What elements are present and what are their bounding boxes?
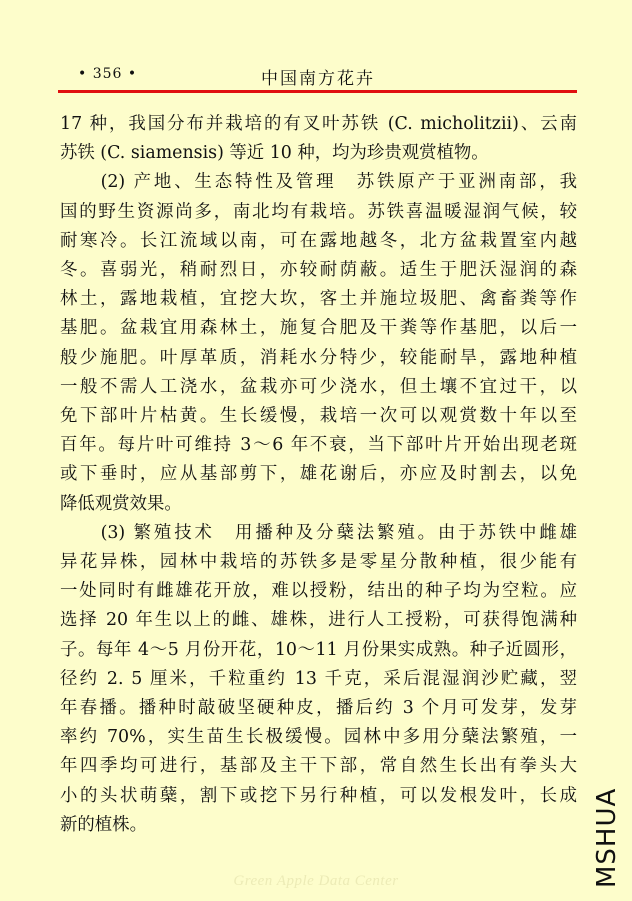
watermark: Green Apple Data Center xyxy=(233,873,399,889)
text-line: 17 种，我国分布并栽培的有叉叶苏铁 (C. micholitzii)、云南 xyxy=(60,114,577,134)
text-line: 径约 2. 5 厘米，千粒重约 13 千克，采后混湿润沙贮藏，翌 xyxy=(60,668,577,689)
text-line: 耐寒冷。长江流域以南，可在露地越冬，北方盆栽置室内越 xyxy=(60,230,577,251)
text-line: 免下部叶片枯黄。生长缓慢，栽培一次可以观赏数十年以至 xyxy=(60,406,577,427)
text-line: 年春播。播种时敲破坚硬种皮，播后约 3 个月可发芽，发芽 xyxy=(60,698,577,719)
body-text xyxy=(60,110,577,840)
text-line: 子。每年 4～5 月份开花，10～11 月份果实成熟。种子近圆形， xyxy=(60,639,577,660)
text-line: 小的头状萌蘖，割下或挖下另行种植，可以发根发叶，长成 xyxy=(60,785,577,806)
text-line: 新的植株。 xyxy=(60,814,147,835)
header-rule xyxy=(58,90,577,93)
text-line: 苏铁 (C. siamensis) 等近 10 种，均为珍贵观赏植物。 xyxy=(60,143,489,164)
page-header xyxy=(58,64,578,90)
text-line: 百年。每片叶可维持 3～6 年不衰，当下部叶片开始出现老斑 xyxy=(60,435,577,456)
text-line: 率约 70%，实生苗生长极缓慢。园林中多用分蘖法繁殖，一 xyxy=(60,727,577,748)
text-line: 异花异株，园林中栽培的苏铁多是零星分散种植，很少能有 xyxy=(60,552,577,573)
text-line: 国的野生资源尚多，南北均有栽培。苏铁喜温暖湿润气候，较 xyxy=(60,201,577,222)
page-number: • 356 • xyxy=(78,66,138,82)
text-line: 基肥。盆栽宜用森林土，施复合肥及干粪等作基肥，以后一 xyxy=(60,318,577,339)
text-line: 冬。喜弱光，稍耐烈日，亦较耐荫蔽。适生于肥沃湿润的森 xyxy=(60,260,577,281)
side-watermark: MSHUA xyxy=(592,787,622,888)
running-title: 中国南方花卉 xyxy=(261,69,375,89)
text-line: 般少施肥。叶厚革质，消耗水分特少，较能耐旱，露地种植 xyxy=(60,347,577,368)
text-line: 或下垂时，应从基部剪下，雄花谢后，亦应及时割去，以免 xyxy=(60,464,577,485)
text-line: (3) 繁殖技术 用播种及分蘖法繁殖。由于苏铁中雌雄 xyxy=(60,522,577,543)
text-line: 一般不需人工浇水，盆栽亦可少浇水，但土壤不宜过干，以 xyxy=(60,376,577,397)
text-line: 选择 20 年生以上的雌、雄株，进行人工授粉，可获得饱满种 xyxy=(60,610,577,631)
text-line: 林土，露地栽植，宜挖大坎，客土并施垃圾肥、禽畜粪等作 xyxy=(60,289,577,310)
text-line: 一处同时有雌雄花开放，难以授粉，结出的种子均为空粒。应 xyxy=(60,581,577,602)
text-line: (2) 产地、生态特性及管理 苏铁原产于亚洲南部，我 xyxy=(60,172,577,193)
text-line: 降低观赏效果。 xyxy=(60,493,182,514)
text-line: 年四季均可进行，基部及主干下部，常自然生长出有拳头大 xyxy=(60,756,577,777)
